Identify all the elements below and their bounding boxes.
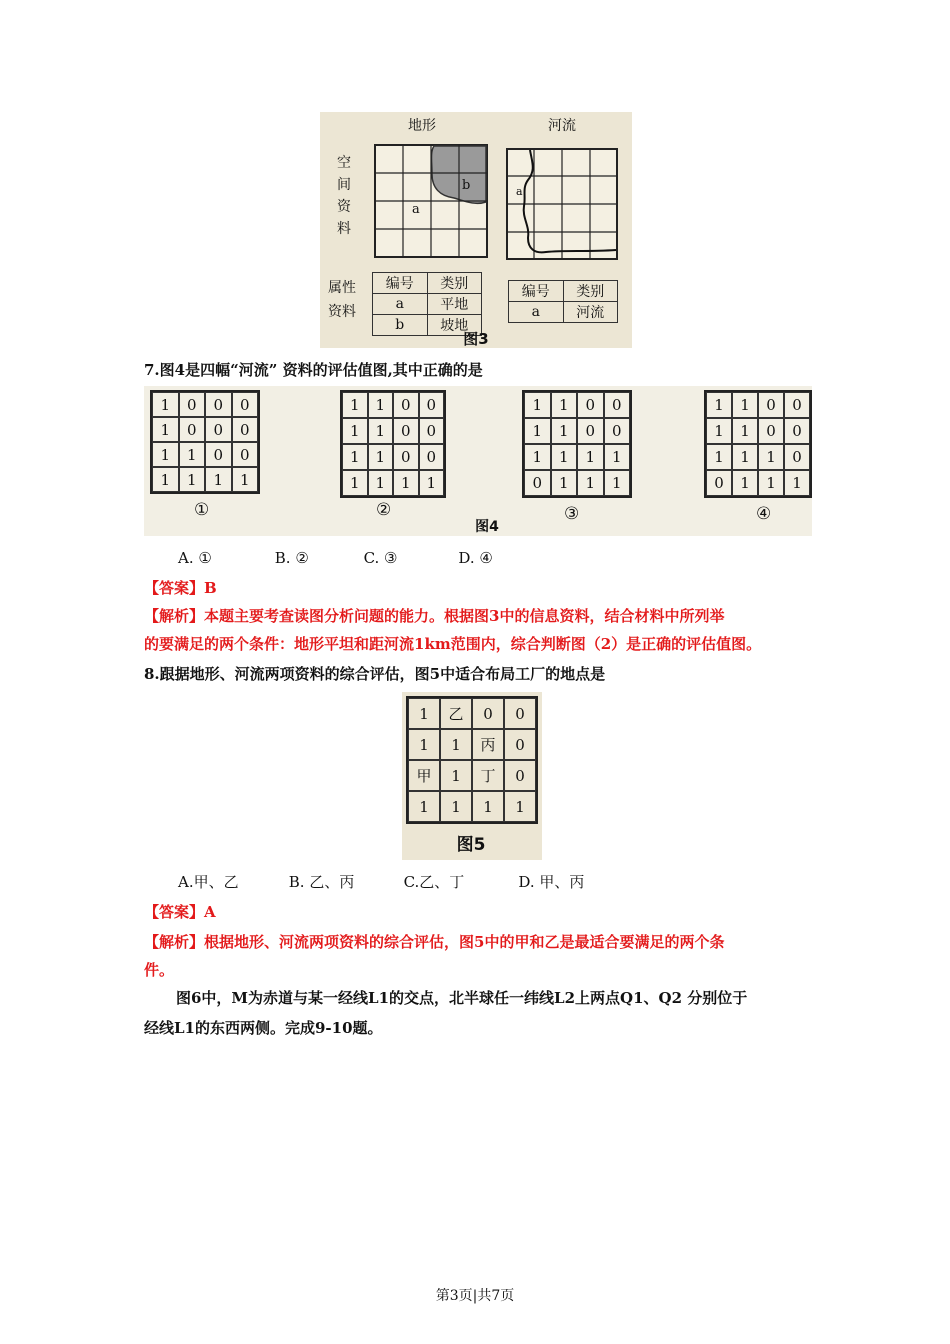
grid-cell: 1 bbox=[706, 392, 732, 418]
q7-analysis-line-1: 【解析】本题主要考查读图分析问题的能力。根据图3中的信息资料，结合材料中所列举 bbox=[144, 607, 725, 625]
grid-cell: 丁 bbox=[472, 760, 504, 791]
grid-cell: 1 bbox=[440, 791, 472, 822]
page-footer: 第3页|共7页 bbox=[435, 1288, 515, 1304]
grid-cell: 1 bbox=[732, 392, 758, 418]
q8-option-b[interactable]: B. 乙、丙 bbox=[288, 873, 355, 891]
q7-option-a[interactable]: A. ① bbox=[178, 549, 212, 567]
grid-cell: 1 bbox=[368, 470, 394, 496]
grid-cell: 0 bbox=[393, 418, 419, 444]
grid-cell: 0 bbox=[758, 418, 784, 444]
grid-cell: 0 bbox=[604, 418, 631, 444]
figure-5 bbox=[402, 692, 542, 860]
terrain-title: 地形 bbox=[408, 118, 436, 134]
grid-cell: 1 bbox=[577, 470, 604, 496]
grid-cell: 0 bbox=[758, 392, 784, 418]
q7-analysis-line-2: 的要满足的两个条件：地形平坦和距河流1km范围内，综合判断图（2）是正确的评估值图。 bbox=[144, 635, 762, 653]
grid-cell: 1 bbox=[368, 444, 394, 470]
grid-cell: 1 bbox=[551, 392, 578, 418]
grid-cell: 丙 bbox=[472, 729, 504, 760]
q7-option-d[interactable]: D. ④ bbox=[458, 549, 493, 567]
grid-cell: 0 bbox=[784, 444, 810, 470]
q7-answer: 【答案】B bbox=[144, 579, 217, 597]
q8-analysis-line-1: 【解析】根据地形、河流两项资料的综合评估，图5中的甲和乙是最适合要满足的两个条 bbox=[144, 933, 725, 951]
q7-option-c[interactable]: C. ③ bbox=[363, 549, 398, 567]
grid-cell: 1 bbox=[393, 470, 419, 496]
grid-cell: 0 bbox=[784, 392, 810, 418]
grid-label-1: ① bbox=[194, 500, 210, 520]
grid-cell: 1 bbox=[732, 444, 758, 470]
grid-label-3: ③ bbox=[564, 504, 580, 524]
grid-cell: 0 bbox=[419, 392, 445, 418]
grid-cell: 0 bbox=[504, 698, 536, 729]
grid-cell: 0 bbox=[419, 418, 445, 444]
spatial-label: 空 间 资 料 bbox=[337, 155, 351, 237]
grid-cell: 0 bbox=[393, 444, 419, 470]
intro-line-2: 经线L1的东西两侧。完成9-10题。 bbox=[144, 1019, 383, 1037]
grid-cell: 0 bbox=[393, 392, 419, 418]
grid-cell: 0 bbox=[232, 392, 259, 417]
grid-5 bbox=[406, 696, 538, 824]
grid-cell: 0 bbox=[472, 698, 504, 729]
figure-4 bbox=[144, 386, 812, 536]
grid-cell: 0 bbox=[504, 760, 536, 791]
grid-cell: 0 bbox=[577, 418, 604, 444]
grid-1 bbox=[150, 390, 260, 494]
grid-cell: 1 bbox=[504, 791, 536, 822]
grid-cell: 1 bbox=[342, 418, 368, 444]
grid-cell: 1 bbox=[706, 444, 732, 470]
grid-cell: 1 bbox=[205, 467, 232, 492]
grid-cell: 1 bbox=[419, 470, 445, 496]
grid-cell: 1 bbox=[758, 470, 784, 496]
grid-cell: 1 bbox=[408, 698, 440, 729]
grid-cell: 1 bbox=[408, 791, 440, 822]
grid-cell: 1 bbox=[551, 418, 578, 444]
grid-cell: 0 bbox=[232, 442, 259, 467]
grid-cell: 1 bbox=[551, 470, 578, 496]
grid-cell: 0 bbox=[179, 392, 206, 417]
grid-cell: 0 bbox=[504, 729, 536, 760]
grid-cell: 1 bbox=[472, 791, 504, 822]
grid-cell: 1 bbox=[524, 444, 551, 470]
grid-cell: 0 bbox=[232, 417, 259, 442]
grid-3 bbox=[522, 390, 632, 498]
terrain-label-a: a bbox=[412, 202, 420, 217]
q8-option-a[interactable]: A.甲、乙 bbox=[178, 873, 239, 891]
q8-question: 8.跟据地形、河流两项资料的综合评估，图5中适合布局工厂的地点是 bbox=[144, 665, 606, 683]
grid-cell: 0 bbox=[784, 418, 810, 444]
q7-option-b[interactable]: B. ② bbox=[274, 549, 309, 567]
grid-cell: 0 bbox=[524, 470, 551, 496]
figure-5-caption: 图5 bbox=[456, 835, 486, 855]
q7-question: 7.图4是四幅“河流” 资料的评估值图,其中正确的是 bbox=[144, 361, 483, 379]
grid-cell: 0 bbox=[604, 392, 631, 418]
terrain-attr-table: 编号 类别 a 平地 b 坡地 bbox=[372, 272, 482, 336]
grid-cell: 乙 bbox=[440, 698, 472, 729]
q8-answer: 【答案】A bbox=[144, 903, 216, 921]
terrain-grid bbox=[374, 144, 488, 258]
grid-2 bbox=[340, 390, 446, 498]
grid-cell: 1 bbox=[784, 470, 810, 496]
grid-cell: 1 bbox=[551, 444, 578, 470]
grid-cell: 1 bbox=[342, 444, 368, 470]
grid-cell: 0 bbox=[706, 470, 732, 496]
grid-cell: 0 bbox=[419, 444, 445, 470]
q8-option-d[interactable]: D. 甲、丙 bbox=[518, 873, 585, 891]
q8-options bbox=[178, 872, 584, 892]
grid-label-2: ② bbox=[376, 500, 392, 520]
grid-cell: 0 bbox=[577, 392, 604, 418]
grid-cell: 0 bbox=[179, 417, 206, 442]
grid-cell: 1 bbox=[342, 392, 368, 418]
grid-cell: 0 bbox=[205, 417, 232, 442]
grid-cell: 1 bbox=[604, 444, 631, 470]
grid-cell: 1 bbox=[524, 392, 551, 418]
q7-options bbox=[178, 548, 493, 568]
grid-cell: 1 bbox=[152, 442, 179, 467]
grid-cell: 1 bbox=[706, 418, 732, 444]
grid-cell: 0 bbox=[205, 442, 232, 467]
grid-cell: 1 bbox=[368, 418, 394, 444]
terrain-label-b: b bbox=[462, 178, 471, 193]
grid-cell: 甲 bbox=[408, 760, 440, 791]
grid-4 bbox=[704, 390, 812, 498]
grid-cell: 1 bbox=[440, 760, 472, 791]
grid-cell: 1 bbox=[758, 444, 784, 470]
q8-analysis-line-2: 件。 bbox=[144, 961, 175, 979]
figure-4-caption: 图4 bbox=[475, 519, 499, 535]
grid-cell: 1 bbox=[368, 392, 394, 418]
grid-cell: 0 bbox=[205, 392, 232, 417]
grid-cell: 1 bbox=[152, 392, 179, 417]
river-grid bbox=[506, 148, 618, 260]
grid-cell: 1 bbox=[577, 444, 604, 470]
figure-3-caption: 图3 bbox=[463, 330, 489, 348]
river-label-a: a bbox=[516, 185, 523, 198]
q8-option-c[interactable]: C.乙、丁 bbox=[403, 873, 465, 891]
intro-line-1: 图6中，M为赤道与某一经线L1的交点，北半球任一纬线L2上两点Q1、Q2 分别位于 bbox=[176, 989, 748, 1007]
grid-cell: 1 bbox=[604, 470, 631, 496]
grid-cell: 1 bbox=[524, 418, 551, 444]
grid-cell: 1 bbox=[732, 470, 758, 496]
grid-label-4: ④ bbox=[756, 504, 772, 524]
grid-cell: 1 bbox=[152, 417, 179, 442]
grid-cell: 1 bbox=[179, 467, 206, 492]
figure-3 bbox=[320, 112, 632, 348]
grid-cell: 1 bbox=[179, 442, 206, 467]
grid-cell: 1 bbox=[440, 729, 472, 760]
grid-cell: 1 bbox=[342, 470, 368, 496]
river-title: 河流 bbox=[548, 118, 576, 134]
grid-cell: 1 bbox=[232, 467, 259, 492]
attr-label: 属性 资料 bbox=[328, 280, 356, 320]
grid-cell: 1 bbox=[732, 418, 758, 444]
grid-cell: 1 bbox=[408, 729, 440, 760]
river-attr-table: 编号 类别 a 河流 bbox=[508, 280, 618, 323]
grid-cell: 1 bbox=[152, 467, 179, 492]
